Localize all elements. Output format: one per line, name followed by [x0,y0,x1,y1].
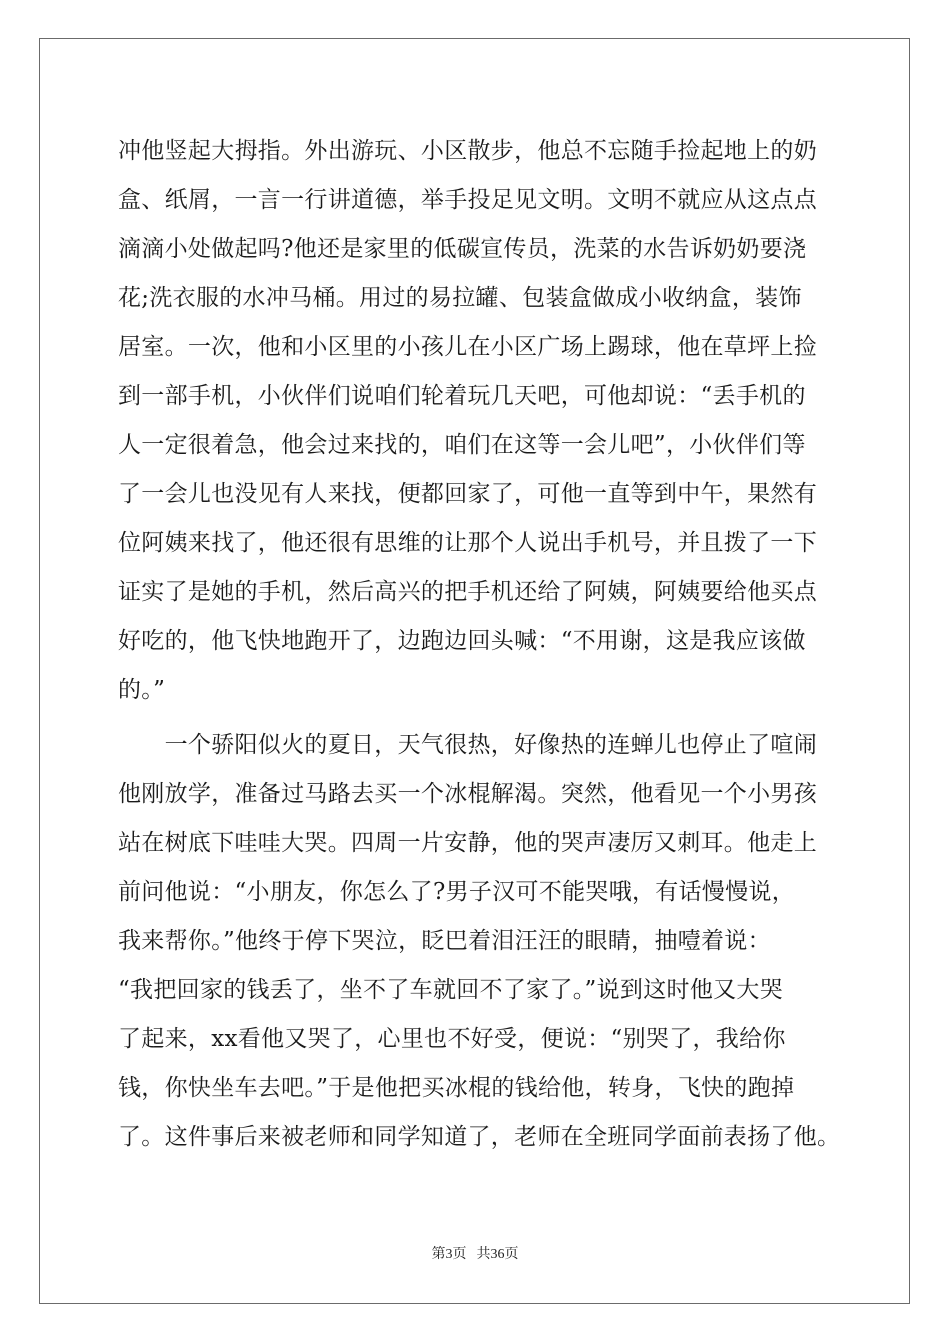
text-line: 盒、纸屑，一言一行讲道德，举手投足见文明。文明不就应从这点点 [118,187,817,213]
page-number: 第3页 [431,1247,467,1262]
text-line: 一个骄阳似火的夏日，天气很热，好像热的连蝉儿也停止了喧闹 [118,732,817,758]
text-line: 了一会儿也没见有人来找，便都回家了，可他一直等到中午，果然有 [118,481,817,507]
text-line: 钱，你快坐车去吧。”于是他把买冰棍的钱给他，转身，飞快的跑掉 [118,1075,795,1101]
text-line: 冲他竖起大拇指。外出游玩、小区散步，他总不忘随手捡起地上的奶 [118,138,817,164]
text-line: 站在树底下哇哇大哭。四周一片安静，他的哭声凄厉又刺耳。他走上 [118,830,817,856]
text-line: 的。” [118,677,166,703]
text-line: 了。这件事后来被老师和同学知道了，老师在全班同学面前表扬了他。 [118,1124,841,1150]
text-line: 前问他说：“小朋友，你怎么了?男子汉可不能哭哦，有话慢慢说， [118,879,796,905]
text-line: 居室。一次，他和小区里的小孩儿在小区广场上踢球，他在草坪上捡 [118,334,817,360]
text-line: 了起来，xx看他又哭了，心里也不好受，便说：“别哭了，我给你 [118,1026,786,1052]
text-line: 花;洗衣服的水冲马桶。用过的易拉罐、包装盒做成小收纳盒，装饰 [118,285,802,311]
total-pages: 共36页 [476,1247,519,1262]
text-line: 位阿姨来找了，他还很有思维的让那个人说出手机号，并且拨了一下 [118,530,817,556]
text-line: 滴滴小处做起吗?他还是家里的低碳宣传员，洗菜的水告诉奶奶要浇 [118,236,807,262]
text-line: 证实了是她的手机，然后高兴的把手机还给了阿姨，阿姨要给他买点 [118,579,817,605]
text-line: 好吃的，他飞快地跑开了，边跑边回头喊：“不用谢，这是我应该做 [118,628,806,654]
page-footer [0,1246,950,1264]
text-line: 他刚放学，准备过马路去买一个冰棍解渴。突然，他看见一个小男孩 [118,781,817,807]
text-line: 到一部手机，小伙伴们说咱们轮着玩几天吧，可他却说：“丢手机的 [118,383,806,409]
text-line: 我来帮你。”他终于停下哭泣，眨巴着泪汪汪的眼睛，抽噎着说： [118,928,771,954]
text-line: “我把回家的钱丢了，坐不了车就回不了家了。”说到这时他又大哭 [118,977,784,1003]
text-line: 人一定很着急，他会过来找的，咱们在这等一会儿吧”，小伙伴们等 [118,432,806,458]
